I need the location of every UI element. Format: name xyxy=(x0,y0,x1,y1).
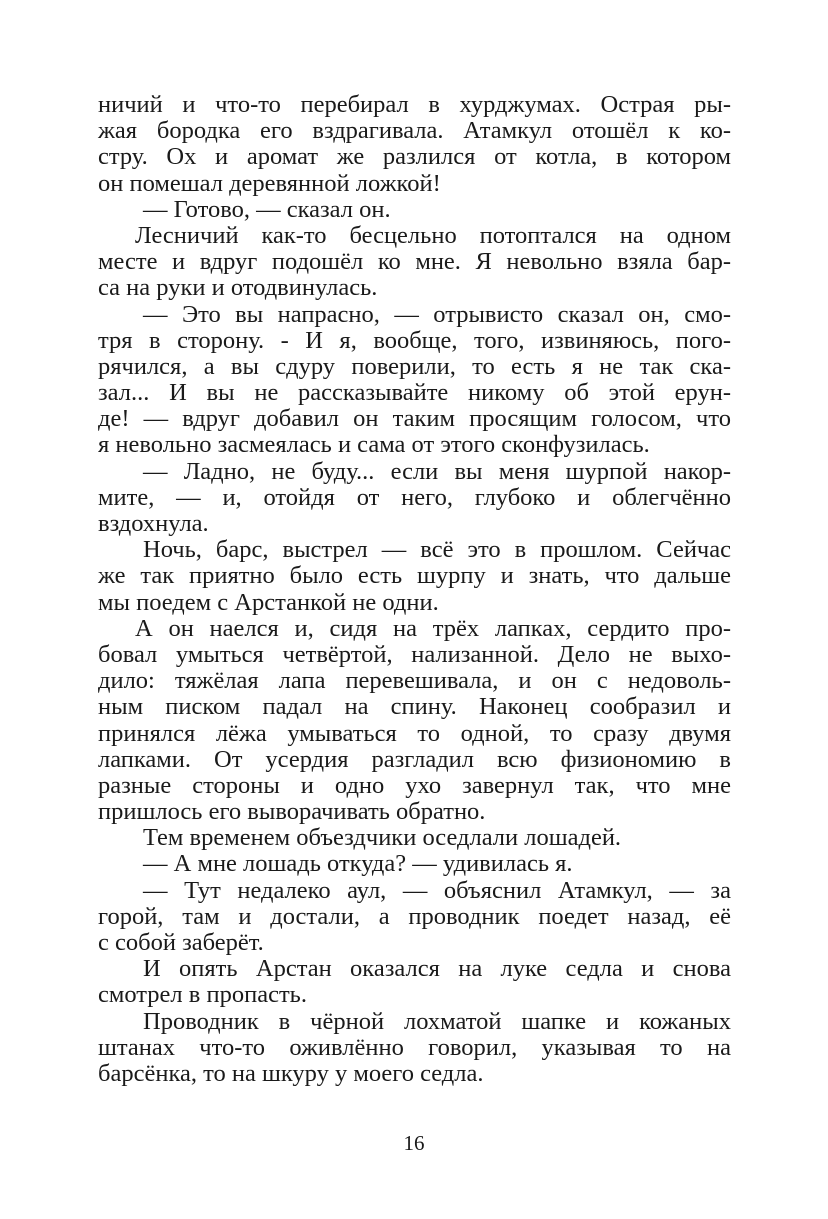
text-line: же так приятно было есть шурпу и знать, что дальше xyxy=(98,562,731,590)
text-line: стру. Ох и аромат же разлился от котла, в котором xyxy=(98,143,731,171)
text-line: ным писком падал на спину. Наконец сообразил и xyxy=(98,693,731,721)
text-line: жая бородка его вздрагивала. Атамкул отошёл к ко- xyxy=(98,117,731,145)
text-line: разные стороны и одно ухо завернул так, что мне xyxy=(98,771,731,799)
text-line: са на руки и отодвинулась. xyxy=(98,274,378,302)
text-line: рячился, а вы сдуру поверили, то есть я не так ска- xyxy=(98,352,731,380)
text-line: барсёнка, то на шкуру у моего седла. xyxy=(98,1059,484,1087)
text-line: смотрел в пропасть. xyxy=(98,981,307,1009)
text-line: — А мне лошадь откуда? — удивилась я. xyxy=(143,850,573,878)
text-line: — Тут недалеко аул, — объяснил Атамкул, — за xyxy=(143,876,731,904)
text-line: горой, там и достали, а проводник поедет назад, её xyxy=(98,902,731,930)
text-line: вздохнула. xyxy=(98,510,209,537)
text-line: ничий и что-то перебирал в хурджумах. Острая ры- xyxy=(98,91,731,118)
text-line: Лесничий как-то бесцельно потоптался на одном xyxy=(135,221,731,249)
text-line: он помешал деревянной ложкой! xyxy=(98,169,441,197)
text-line: тря в сторону. - И я, вообще, того, извиняюсь, пого- xyxy=(98,326,731,354)
text-line: штанах что-то оживлённо говорил, указывая то на xyxy=(98,1033,731,1061)
body-text xyxy=(98,92,731,1087)
text-line: — Это вы напрасно, — отрывисто сказал он, смо- xyxy=(143,300,731,328)
text-line: И опять Арстан оказался на луке седла и снова xyxy=(143,955,731,983)
text-line: дило: тяжёлая лапа перевешивала, и он с недоволь- xyxy=(98,667,731,695)
text-line: я невольно засмеялась и сама от этого сконфузилась. xyxy=(98,431,650,459)
page-number: 16 xyxy=(403,1131,425,1155)
text-line: — Готово, — сказал он. xyxy=(143,195,391,223)
text-line: с собой заберёт. xyxy=(98,929,264,956)
text-line: Ночь, барс, выстрел — всё это в прошлом. Сейчас xyxy=(143,536,731,564)
text-line: де! — вдруг добавил он таким просящим голосом, что xyxy=(98,405,731,433)
text-line: зал... И вы не рассказывайте никому об этой ерун- xyxy=(98,379,731,407)
text-line: пришлось его выворачивать обратно. xyxy=(98,798,486,826)
text-line: лапками. От усердия разгладил всю физиономию в xyxy=(98,745,731,773)
text-line: Проводник в чёрной лохматой шапке и кожаных xyxy=(143,1007,731,1035)
text-line: — Ладно, не буду... если вы меня шурпой накор- xyxy=(143,457,731,485)
text-line: мы поедем с Арстанкой не одни. xyxy=(98,588,439,616)
text-line: Тем временем объездчики оседлали лошадей. xyxy=(143,824,622,852)
text-line: мите, — и, отойдя от него, глубоко и облегчённо xyxy=(98,483,731,511)
text-line: месте и вдруг подошёл ко мне. Я невольно взяла бар- xyxy=(98,248,731,276)
text-line: бовал умыться четвёртой, нализанной. Дело не выхо- xyxy=(98,640,731,668)
text-line: А он наелся и, сидя на трёх лапках, сердито про- xyxy=(135,614,731,642)
text-line: принялся лёжа умываться то одной, то сразу двумя xyxy=(98,719,731,747)
